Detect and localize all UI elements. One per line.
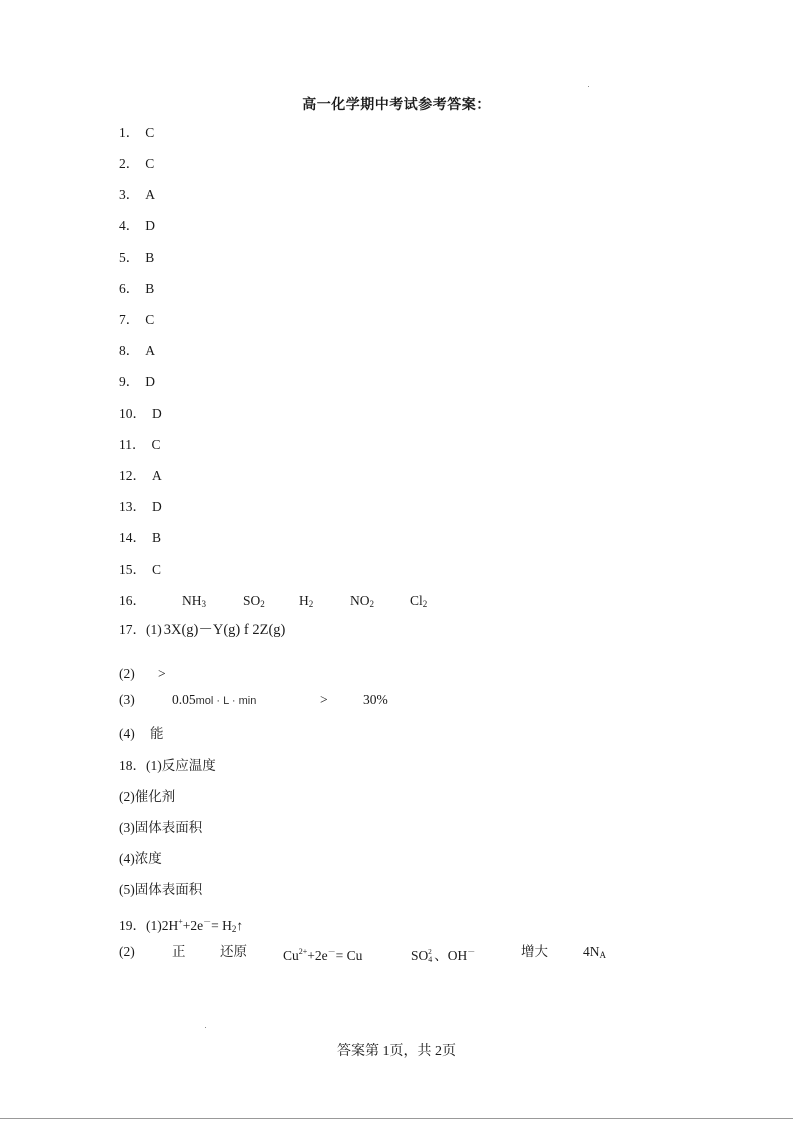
formula-subscript: 2 bbox=[308, 599, 314, 609]
answer-value: A bbox=[145, 187, 155, 202]
ion-answer bbox=[411, 943, 475, 965]
answer-item bbox=[119, 280, 154, 298]
formula-superscript: 2 bbox=[428, 948, 432, 956]
answer-value: B bbox=[145, 281, 155, 296]
part-answer: (2)催化剂 bbox=[119, 789, 176, 804]
answer-value: C bbox=[145, 156, 155, 171]
answer-value: B bbox=[145, 250, 155, 265]
formula-subscript: 2 bbox=[231, 924, 237, 934]
ion-charge bbox=[428, 948, 434, 964]
part-label: (2) bbox=[119, 944, 135, 959]
answer-number: 12． bbox=[119, 468, 146, 483]
answer-item bbox=[119, 498, 162, 516]
gas-formula bbox=[182, 592, 206, 613]
reaction-equation: 3X(g)－Y(g) f 2Z(g) bbox=[163, 622, 286, 638]
scan-speck bbox=[588, 86, 589, 87]
formula-superscript: － bbox=[203, 917, 212, 926]
answer-number: 4． bbox=[119, 218, 140, 233]
gas-formula bbox=[350, 592, 374, 613]
formula-base: SO bbox=[411, 948, 429, 963]
answer-number: 7． bbox=[119, 312, 140, 327]
answer-item bbox=[119, 342, 155, 360]
answer-value: C bbox=[145, 312, 155, 327]
part-answer bbox=[119, 757, 216, 775]
bottom-divider bbox=[0, 1118, 793, 1119]
answer-number: 6． bbox=[119, 281, 140, 296]
answer-value: D bbox=[152, 499, 162, 514]
formula-base: Cl bbox=[410, 593, 423, 608]
formula-superscript: － bbox=[327, 947, 336, 956]
part-answer: (5)固体表面积 bbox=[119, 882, 203, 897]
formula-base: H bbox=[299, 593, 309, 608]
formula-superscript: + bbox=[178, 917, 183, 926]
answer-number: 14． bbox=[119, 530, 146, 545]
answer-value: D bbox=[145, 218, 155, 233]
answer-number: 15． bbox=[119, 562, 146, 577]
answer-value: B bbox=[152, 530, 162, 545]
gas-formula bbox=[410, 592, 427, 613]
part-answer: (4)浓度 bbox=[119, 851, 162, 866]
answer-item bbox=[119, 529, 161, 547]
answer-number: 11． bbox=[119, 437, 146, 452]
formula-subscript: 4 bbox=[428, 955, 433, 964]
scan-speck bbox=[205, 1027, 206, 1028]
rate-value: 0.05 bbox=[172, 692, 196, 707]
part-answer: 能 bbox=[150, 726, 164, 741]
formula-base: SO bbox=[243, 593, 261, 608]
formula-superscript: － bbox=[467, 947, 476, 956]
answer-value: A bbox=[152, 468, 162, 483]
answer-item bbox=[119, 155, 154, 173]
answer-number: 13． bbox=[119, 499, 146, 514]
question-number: 19． bbox=[119, 918, 146, 933]
part-text: (1)反应温度 bbox=[146, 758, 216, 773]
formula-base: NO bbox=[350, 593, 370, 608]
page-footer: 答案第 1页，共 2页 bbox=[337, 1044, 456, 1059]
answer-item bbox=[119, 373, 155, 391]
percent-answer: 30% bbox=[363, 692, 388, 707]
answer-value: C bbox=[151, 437, 161, 452]
rate-unit: mol · L · min bbox=[195, 695, 257, 707]
trend-answer: 增大 bbox=[521, 944, 548, 959]
answer-item bbox=[119, 249, 154, 267]
answer-value: C bbox=[152, 562, 162, 577]
formula-base: = H bbox=[211, 918, 232, 933]
answer-number: 9． bbox=[119, 374, 140, 389]
answer-number: 5． bbox=[119, 250, 140, 265]
reaction-type-answer: 还原 bbox=[220, 944, 247, 959]
answer-number: 2． bbox=[119, 156, 140, 171]
formula-subscript: 2 bbox=[369, 599, 374, 609]
question-number-text: 17． bbox=[119, 622, 146, 637]
half-reaction bbox=[283, 943, 362, 965]
part-answer: (3)固体表面积 bbox=[119, 820, 203, 835]
formula-base: +2e bbox=[307, 948, 328, 963]
gas-arrow: ↑ bbox=[236, 918, 244, 933]
gas-formula bbox=[299, 592, 313, 613]
answer-item bbox=[119, 436, 161, 454]
part-answer: > bbox=[158, 666, 166, 681]
formula-superscript: 2+ bbox=[298, 947, 308, 956]
answer-number: 3． bbox=[119, 187, 140, 202]
answer-value: C bbox=[145, 125, 155, 140]
formula-base: 2H bbox=[161, 918, 179, 933]
answer-item bbox=[119, 467, 162, 485]
answer-item bbox=[119, 217, 155, 235]
electrode-answer: 正 bbox=[172, 944, 186, 959]
part-label: (4) bbox=[119, 726, 135, 741]
question-number bbox=[119, 621, 285, 639]
gas-formula bbox=[243, 592, 265, 613]
formula-base: = Cu bbox=[335, 948, 363, 963]
formula-subscript: 2 bbox=[260, 599, 265, 609]
half-reaction bbox=[119, 913, 243, 938]
formula-base: Cu bbox=[283, 948, 299, 963]
formula-base: 4N bbox=[583, 944, 600, 959]
avogadro-answer bbox=[583, 943, 606, 964]
answer-number: 10． bbox=[119, 406, 146, 421]
formula-base: +2e bbox=[182, 918, 204, 933]
rate-answer bbox=[172, 691, 256, 710]
answer-item bbox=[119, 186, 155, 204]
answer-item bbox=[119, 124, 154, 142]
answer-value: A bbox=[145, 343, 155, 358]
formula-subscript: 2 bbox=[422, 599, 428, 609]
answer-number: 1． bbox=[119, 125, 140, 140]
part-label: (3) bbox=[119, 692, 135, 707]
page-title: 高一化学期中考试参考答案： bbox=[302, 98, 491, 113]
part-label: (1) bbox=[146, 622, 162, 637]
question-number: 16． bbox=[119, 593, 146, 608]
question-number: 18． bbox=[119, 758, 146, 773]
answer-number: 8． bbox=[119, 343, 140, 358]
answer-item bbox=[119, 561, 161, 579]
part-label: (1) bbox=[146, 918, 162, 933]
formula-subscript: A bbox=[599, 950, 606, 960]
formula-base: NH bbox=[182, 593, 202, 608]
answer-value: D bbox=[152, 406, 162, 421]
formula-subscript: 3 bbox=[201, 599, 206, 609]
answer-value: D bbox=[145, 374, 155, 389]
formula-base: 、OH bbox=[434, 948, 468, 963]
part-label: (2) bbox=[119, 666, 135, 681]
answer-item bbox=[119, 405, 162, 423]
answer-item bbox=[119, 311, 154, 329]
comparison-answer: > bbox=[320, 692, 328, 707]
